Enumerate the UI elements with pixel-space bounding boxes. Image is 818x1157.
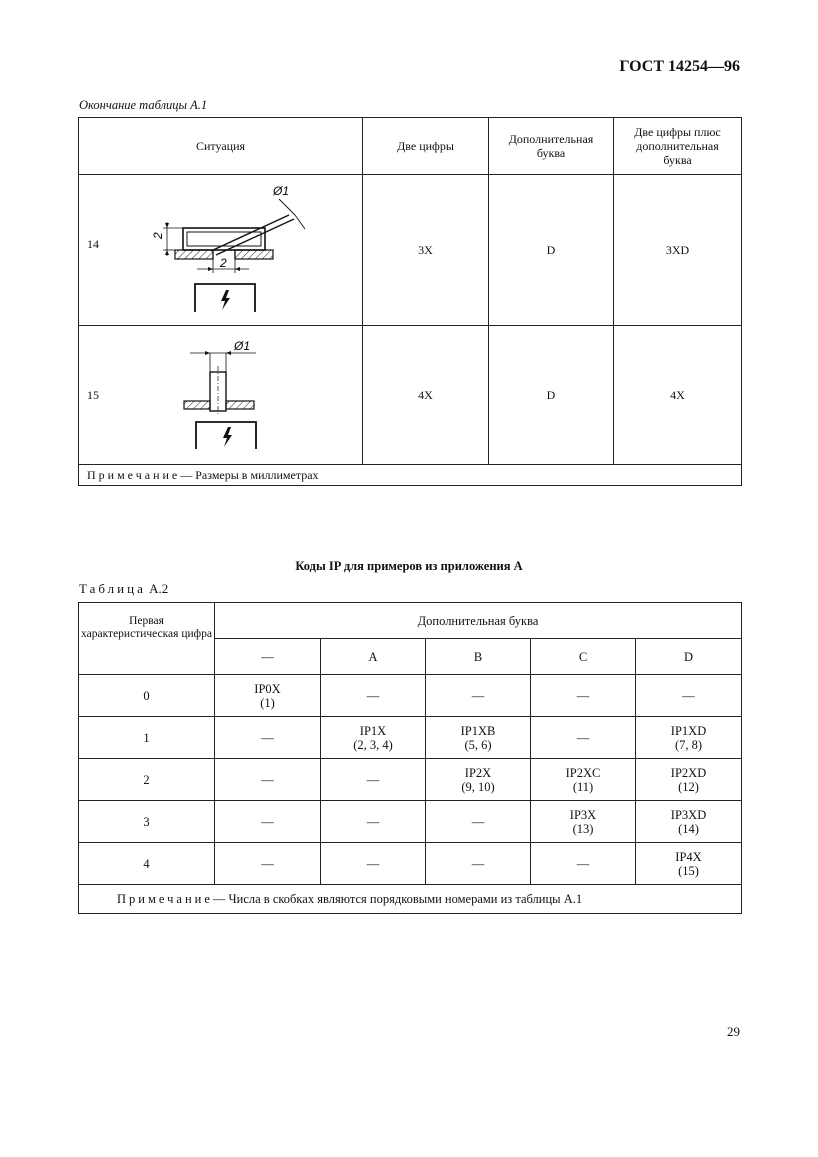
probe-figure-15	[174, 336, 294, 460]
table-row	[79, 759, 742, 801]
table-row	[79, 801, 742, 843]
table1-note	[79, 465, 742, 486]
ip-code-cell	[426, 801, 531, 843]
ip-code: —	[366, 856, 380, 871]
ip-code-cell	[426, 843, 531, 885]
header-situation: Ситуация	[79, 118, 363, 175]
ip-code-cell	[636, 801, 742, 843]
table2-title: Коды IP для примеров из приложения А	[295, 559, 523, 573]
table2-body	[79, 675, 742, 885]
ip-code-ref: (13)	[572, 821, 594, 836]
first-digit-cell: 4	[79, 843, 215, 885]
table-row	[79, 675, 742, 717]
ip-code-ref: (7, 8)	[674, 737, 703, 752]
cell-combined: 3XD	[614, 175, 742, 326]
cell-two-digits: 3X	[363, 175, 489, 326]
note-label: Примечание	[87, 467, 181, 482]
ip-code: —	[576, 856, 590, 871]
ip-code: IP2XC	[565, 765, 601, 780]
note-text: — Размеры в миллиметрах	[180, 467, 319, 482]
table-row	[79, 326, 742, 465]
first-digit-cell: 3	[79, 801, 215, 843]
table-a2	[78, 602, 742, 914]
ip-code-cell	[531, 675, 636, 717]
ip-code-ref: (15)	[678, 863, 699, 878]
ip-code-cell	[321, 843, 426, 885]
ip-code-cell	[426, 717, 531, 759]
diameter-label: Ø1	[273, 184, 290, 198]
ip-code: IP1X	[359, 723, 387, 738]
header-additional-letter-group: Дополнительная буква	[215, 603, 742, 639]
note-label: Примечание	[117, 892, 213, 906]
ip-code-cell	[531, 717, 636, 759]
header-two-digits: Две цифры	[363, 118, 489, 175]
ip-code: —	[366, 688, 380, 703]
table2-note-row	[79, 885, 742, 914]
subheader-b: B	[426, 639, 531, 675]
ip-code-cell	[215, 801, 321, 843]
row-number: 14	[87, 237, 99, 251]
ip-code: IP1XB	[460, 723, 496, 738]
ip-code-ref: (11)	[572, 779, 594, 794]
ip-code: —	[471, 688, 485, 703]
diameter-label: Ø1	[234, 339, 251, 353]
ip-code: —	[576, 688, 590, 703]
subheader-a: A	[321, 639, 426, 675]
ip-code-cell	[215, 843, 321, 885]
probe-figure-14	[149, 181, 329, 321]
ip-code: IP3XD	[670, 807, 707, 822]
document-code: ГОСТ 14254—96	[619, 58, 740, 75]
ip-code: IP1XD	[670, 723, 707, 738]
ip-code: —	[576, 730, 590, 745]
cell-two-digits: 4X	[363, 326, 489, 465]
ip-code-ref: (1)	[260, 695, 275, 710]
ip-code: —	[261, 772, 274, 787]
cell-additional-letter: D	[489, 175, 614, 326]
ip-code-ref: (5, 6)	[464, 737, 492, 752]
situation-cell-14	[79, 175, 363, 326]
table-row	[79, 843, 742, 885]
first-digit-cell: 1	[79, 717, 215, 759]
ip-code: IP2XD	[670, 765, 707, 780]
ip-code-cell	[321, 675, 426, 717]
ip-code-cell	[426, 675, 531, 717]
ip-code-cell	[215, 717, 321, 759]
ip-code: IP4X	[675, 849, 702, 864]
note-text: — Числа в скобках являются порядковыми номерами из таблицы А.1	[212, 892, 583, 906]
ip-code-cell	[636, 759, 742, 801]
ip-code-cell	[215, 675, 321, 717]
table2-caption	[79, 581, 168, 597]
subheader-c: C	[531, 639, 636, 675]
ip-code-cell	[321, 717, 426, 759]
table1-caption: Окончание таблицы А.1	[79, 98, 208, 112]
ip-code-cell	[531, 801, 636, 843]
table2-note	[79, 885, 742, 914]
cell-additional-letter: D	[489, 326, 614, 465]
ip-code-cell	[636, 717, 742, 759]
caption-label: Таблица	[79, 581, 146, 596]
lightning-icon	[223, 427, 232, 447]
ip-code-ref: (12)	[678, 779, 699, 794]
subheader-d: D	[636, 639, 742, 675]
ip-code-ref: (14)	[678, 821, 699, 836]
ip-code: —	[682, 688, 695, 703]
ip-code: —	[261, 730, 274, 745]
ip-code: —	[366, 772, 380, 787]
table1-header-row	[79, 118, 742, 175]
table2-header-row	[79, 603, 742, 639]
ip-code-cell	[636, 675, 742, 717]
ip-code: IP0X	[254, 681, 281, 696]
header-first-digit: Первая характеристическая цифра	[79, 603, 215, 675]
ip-code: IP2X	[464, 765, 492, 780]
ip-code-cell	[426, 759, 531, 801]
ip-code: —	[366, 814, 380, 829]
ip-code-cell	[531, 759, 636, 801]
page-number: 29	[727, 1024, 740, 1039]
ip-code-cell	[321, 801, 426, 843]
first-digit-cell: 2	[79, 759, 215, 801]
table-row	[79, 717, 742, 759]
header-two-digits-plus-letter: Две цифры плюс дополнительная буква	[614, 118, 742, 175]
table-row	[79, 175, 742, 326]
ip-code: —	[471, 814, 485, 829]
subheader-none: —	[215, 639, 321, 675]
ip-code: —	[261, 856, 274, 871]
dimension-horizontal: 2	[220, 256, 227, 270]
ip-code-cell	[636, 843, 742, 885]
header-additional-letter: Дополнительная буква	[489, 118, 614, 175]
ip-code-cell	[321, 759, 426, 801]
table-a1	[78, 117, 742, 486]
first-digit-cell: 0	[79, 675, 215, 717]
caption-number: А.2	[149, 581, 169, 596]
ip-code-ref: (9, 10)	[461, 779, 495, 794]
table1-note-row	[79, 465, 742, 486]
row-number: 15	[87, 388, 99, 402]
ip-code-cell	[531, 843, 636, 885]
ip-code-cell	[215, 759, 321, 801]
dimension-vertical: 2	[151, 232, 165, 239]
ip-code-ref: (2, 3, 4)	[353, 737, 393, 752]
ip-code: —	[261, 814, 274, 829]
lightning-icon	[221, 290, 230, 310]
ip-code: IP3X	[569, 807, 597, 822]
cell-combined: 4X	[614, 326, 742, 465]
ip-code: —	[471, 856, 485, 871]
situation-cell-15	[79, 326, 363, 465]
